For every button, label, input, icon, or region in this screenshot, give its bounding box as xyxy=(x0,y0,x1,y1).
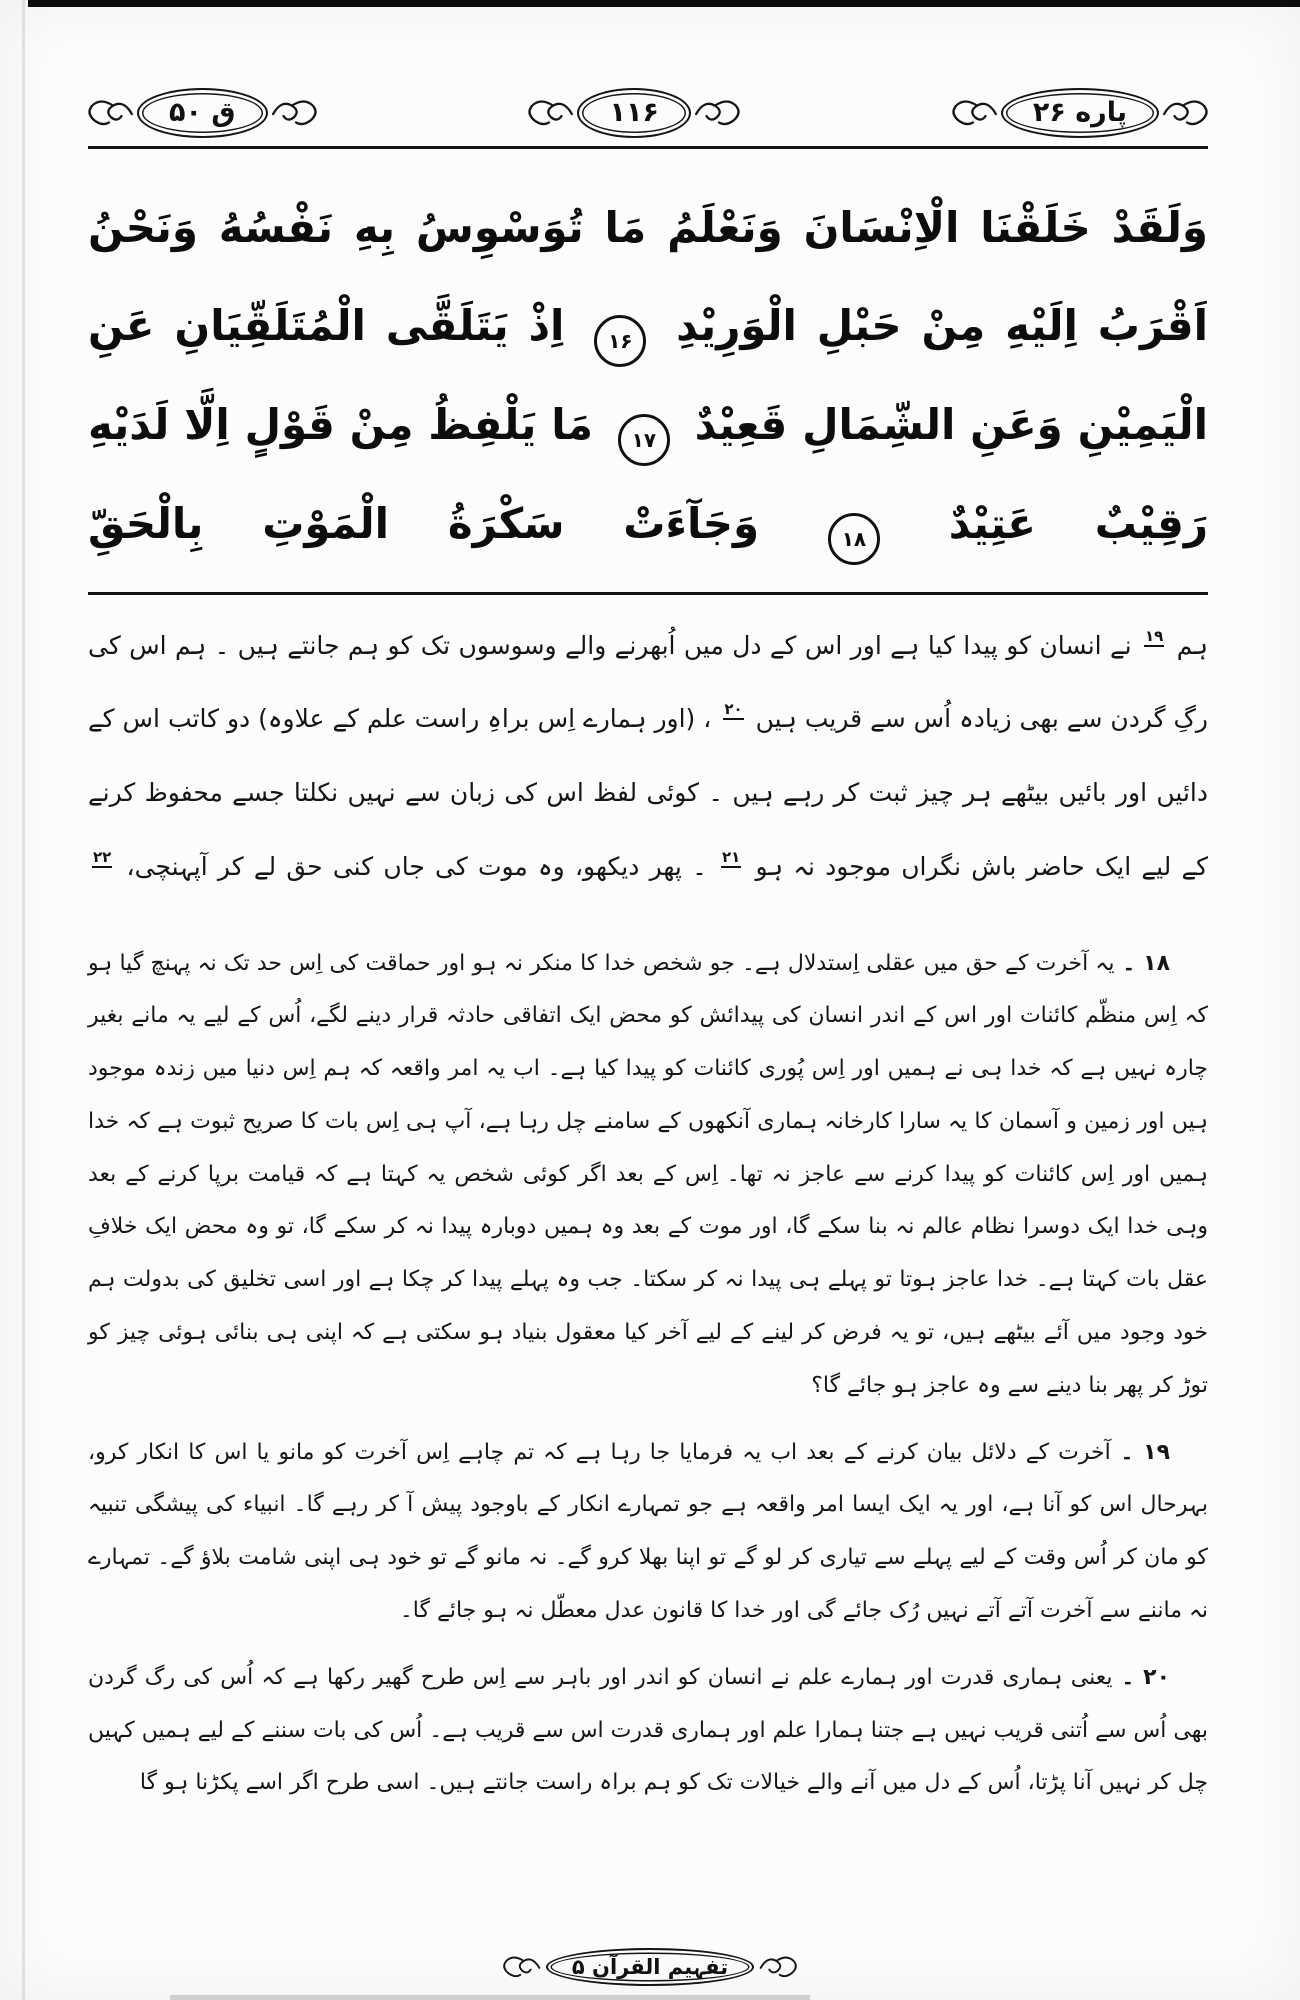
footnote-ref: ۱۹ xyxy=(1145,626,1164,645)
quran-block xyxy=(88,179,1208,574)
footnote-ref: ۲۱ xyxy=(722,847,741,866)
text-run: وَلَقَدْ خَلَقْنَا الْاِنْسَانَ وَنَعْلَمُ مَا تُوَسْوِسُ بِهِ نَفْسُهُ وَنَحْنُ اَقْرَبُ اِلَيْهِ مِنْ حَبْلِ الْوَرِيْدِ xyxy=(88,202,1209,351)
footnote: ۱۹ ۔ آخرت کے دلائل بیان کرنے کے بعد اب یہ فرمایا جا رہا ہے کہ تم چاہے اِس آخرت کو مانو یا اس کا انکار کرو، بہرحال اس کو آنا ہے، اور یہ ایک ایسا امر واقعہ ہے جو تمہارے انکار کے باوجود پیش آ کر رہے گا۔ انبیاء کی پیشگی تنبیہ کو مان کر اُس وقت کے لیے پہلے سے تیاری کر لو گے تو اپنا بھلا کرو گے۔ نہ مانو گے تو خود ہی اپنی شامت بلاؤ گے۔ تمہارے نہ ماننے سے آخرت آتے آتے نہیں رُک جائے گی اور خدا کا قانون عدل معطّل نہ ہو جائے گا۔ xyxy=(88,1439,1208,1624)
text-run: اِذْ يَتَلَقَّى الْمُتَلَقِّيَانِ عَنِ الْيَمِيْنِ وَعَنِ الشِّمَالِ قَعِيْدٌ xyxy=(88,301,1208,450)
footnote-number: ۱۹ ۔ xyxy=(1110,1439,1170,1465)
text-run: ، (اور ہمارے اِس براہِ راست علم کے علاوہ) دو کاتب اس کے دائیں اور بائیں بیٹھے ہر چیز ثبت کر رہے ہیں ۔ کوئی لفظ اس کی زبان سے نہیں نکلتا جسے محفوظ کرنے کے لیے ایک حاضر باش نگراں موجود نہ ہو xyxy=(88,704,1209,881)
scan-edge-artifact xyxy=(170,1995,810,2000)
ayah-end-marker: ۱۸ xyxy=(828,513,880,565)
ornament-curl-icon xyxy=(758,1954,798,1980)
page-footer xyxy=(0,1948,1300,1986)
text-run: ۔ پھر دیکھو، وہ موت کی جاں کنی حق لے کر آپہنچی، xyxy=(126,851,707,881)
page-number-cartouche xyxy=(528,88,739,138)
book-title-label: تفہیم القرآن ۵ xyxy=(546,1948,754,1986)
footnote-number: ۲۰ ۔ xyxy=(1112,1664,1170,1690)
text-run: ہم xyxy=(1176,630,1208,660)
surah-cartouche xyxy=(88,88,317,138)
text-run: وَجَآءَتْ سَكْرَةُ الْمَوْتِ بِالْحَقِّ xyxy=(88,498,760,548)
scan-edge-artifact xyxy=(22,0,25,2000)
footnote-ref: ۲۲ xyxy=(93,847,112,866)
footnotes-block xyxy=(88,938,1208,1811)
footnote-ref: ۲۰ xyxy=(724,700,743,719)
text-run: مَا يَلْفِظُ مِنْ قَوْلٍ اِلَّا لَدَيْهِ رَقِيْبٌ عَتِيْدٌ xyxy=(88,400,1208,548)
text-run: نے انسان کو پیدا کیا ہے اور اس کے دل میں اُبھرنے والے وسوسوں تک کو ہم جانتے ہیں ۔ ہم اس کی رگِ گردن سے بھی زیادہ اُس سے قریب ہیں xyxy=(88,630,1208,734)
page-header xyxy=(88,88,1208,138)
parah-cartouche xyxy=(952,88,1208,138)
ornament-curl-icon xyxy=(271,97,317,129)
ayah-end-marker: ۱۶ xyxy=(594,315,646,367)
quran-separator-rule xyxy=(88,592,1208,595)
ornament-curl-icon xyxy=(952,97,998,129)
ornament-curl-icon xyxy=(88,97,134,129)
ornament-curl-icon xyxy=(528,97,574,129)
ornament-curl-icon xyxy=(694,97,740,129)
footnote-number: ۱۸ ۔ xyxy=(1114,950,1170,976)
footnote: ۱۸ ۔ یہ آخرت کے حق میں عقلی اِستدلال ہے۔ جو شخص خدا کا منکر نہ ہو اور حماقت کی اِس حد تک نہ پہنچ گیا ہو کہ اِس منظّم کائنات اور اس کے اندر انسان کی پیدائش کو محض ایک اتفاقی حادثہ قرار دینے لگے، اُس کے لیے یہ مانے بغیر چارہ نہیں ہے کہ خدا ہی نے ہمیں اور اِس پُوری کائنات کو پیدا کیا ہے۔ اب یہ امر واقعہ کہ ہم اِس دنیا میں زندہ موجود ہیں اور زمین و آسمان کا یہ سارا کارخانہ ہماری آنکھوں کے سامنے چل رہا ہے، آپ ہی اِس بات کا صریح ثبوت ہے کہ خدا ہمیں اور اِس کائنات کو پیدا کرنے سے عاجز نہ تھا۔ اِس کے بعد اگر کوئی شخص یہ کہتا ہے کہ قیامت برپا کرنے کے بعد وہی خدا ایک دوسرا نظام عالم نہ بنا سکے گا، اور موت کے بعد وہ ہمیں دوبارہ پیدا نہ کر سکے گا، تو وہ محض ایک خلافِ عقل بات کہتا ہے۔ خدا عاجز ہوتا تو پہلے ہی پیدا نہ کر سکتا۔ جب وہ پہلے پیدا کر چکا ہے اور اسی تخلیق کی بدولت ہم خود وجود میں آئے بیٹھے ہیں، تو یہ فرض کر لینے کے لیے آخر کیا معقول بنیاد ہو سکتی ہے کہ اپنی ہی بنائی ہوئی چیز کو توڑ کر پھر بنا دینے سے وہ عاجز ہو جائے گا؟ xyxy=(88,950,1208,1398)
ornament-curl-icon xyxy=(1162,97,1208,129)
page-number-label: ۱۱۶ xyxy=(577,88,690,138)
parah-label: پاره ۲۶ xyxy=(1001,88,1159,138)
scan-edge-artifact xyxy=(28,0,1300,7)
footnote: ۲۰ ۔ یعنی ہماری قدرت اور ہمارے علم نے انسان کو اندر اور باہر سے اِس طرح گھیر رکھا ہے کہ اُس کی رگ گردن بھی اُس سے اُتنی قریب نہیں ہے جتنا ہمارا علم اور ہماری قدرت اس سے قریب ہے۔ اُس کی بات سننے کے لیے ہمیں کہیں چل کر نہیں آنا پڑتا، اُس کے دل میں آنے والے خیالات تک کو ہم براہ راست جانتے ہیں۔ اسی طرح اگر اسے پکڑنا ہو گا xyxy=(88,1664,1208,1796)
header-rule xyxy=(88,146,1208,149)
translation-block xyxy=(88,609,1208,904)
ornament-curl-icon xyxy=(502,1954,542,1980)
surah-label: ق ۵۰ xyxy=(137,88,268,138)
ayah-end-marker: ۱۷ xyxy=(618,414,670,466)
